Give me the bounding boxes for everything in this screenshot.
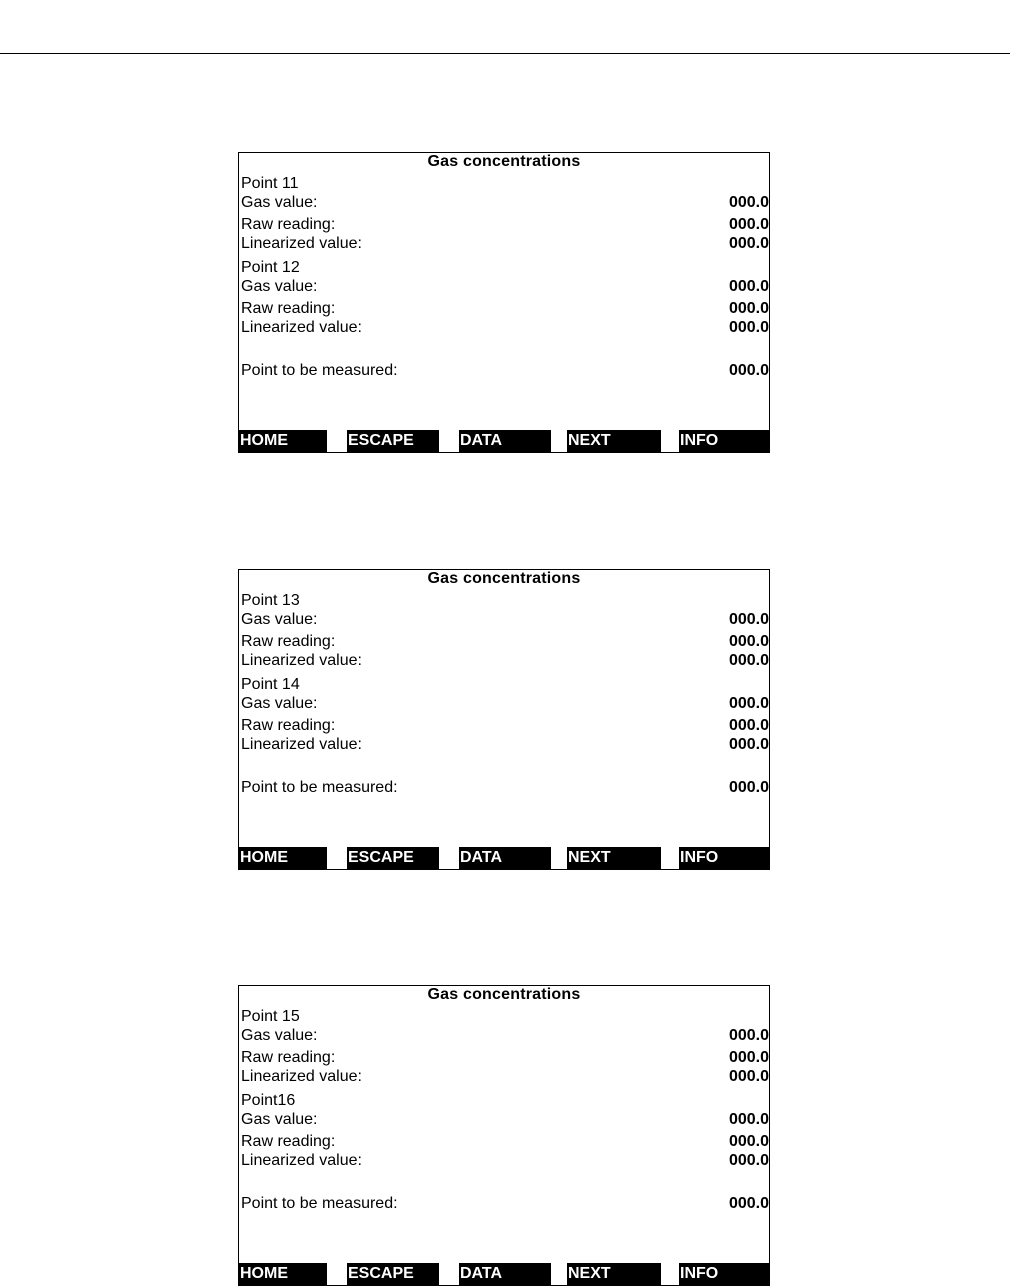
gas-value-label: Gas value: <box>241 1111 318 1128</box>
gas-value: 000.0 <box>728 278 769 295</box>
point-to-be-measured-label: Point to be measured: <box>241 779 398 796</box>
raw-reading-label: Raw reading: <box>241 717 336 734</box>
point-to-be-measured-value: 000.0 <box>728 362 769 379</box>
screen-title: Gas concentrations <box>427 570 581 587</box>
home-softkey[interactable]: HOME <box>239 430 327 452</box>
point-a-gas-row <box>241 1026 769 1046</box>
point-to-be-measured-value: 000.0 <box>728 779 769 796</box>
point-b-gas-row <box>241 694 769 714</box>
point-to-be-measured-row <box>241 361 769 381</box>
linearized-value: 000.0 <box>728 235 769 252</box>
point-b-lin-row <box>241 735 769 755</box>
linearized-value-label: Linearized value: <box>241 1152 362 1169</box>
softkey-bar <box>239 847 769 869</box>
data-softkey[interactable]: DATA <box>459 847 551 869</box>
point-to-be-measured-row <box>241 1194 769 1214</box>
point-b-label: Point 14 <box>241 676 300 693</box>
gas-value: 000.0 <box>728 695 769 712</box>
gas-concentrations-screen-3 <box>238 985 770 1286</box>
linearized-value-label: Linearized value: <box>241 319 362 336</box>
linearized-value-label: Linearized value: <box>241 1068 362 1085</box>
raw-reading-value: 000.0 <box>728 1049 769 1066</box>
point-to-be-measured-row <box>241 778 769 798</box>
raw-reading-value: 000.0 <box>728 1133 769 1150</box>
point-b-label-row <box>241 258 769 278</box>
point-b-gas-row <box>241 277 769 297</box>
linearized-value: 000.0 <box>728 319 769 336</box>
point-b-raw-row <box>241 716 769 736</box>
gas-value-label: Gas value: <box>241 278 318 295</box>
info-softkey[interactable]: INFO <box>679 847 769 869</box>
gas-value-label: Gas value: <box>241 695 318 712</box>
gas-concentrations-screen-1 <box>238 152 770 453</box>
point-to-be-measured-label: Point to be measured: <box>241 362 398 379</box>
point-b-label: Point16 <box>241 1092 296 1109</box>
point-a-raw-row <box>241 215 769 235</box>
linearized-value: 000.0 <box>728 652 769 669</box>
linearized-value-label: Linearized value: <box>241 652 362 669</box>
raw-reading-value: 000.0 <box>728 717 769 734</box>
point-a-gas-row <box>241 193 769 213</box>
screen-title: Gas concentrations <box>427 986 581 1003</box>
point-b-lin-row <box>241 1151 769 1171</box>
gas-value-label: Gas value: <box>241 611 318 628</box>
point-b-gas-row <box>241 1110 769 1130</box>
point-a-label-row <box>241 591 769 611</box>
raw-reading-value: 000.0 <box>728 633 769 650</box>
point-a-label-row <box>241 1007 769 1027</box>
point-b-raw-row <box>241 1132 769 1152</box>
next-softkey[interactable]: NEXT <box>567 430 661 452</box>
screen-title: Gas concentrations <box>427 153 581 170</box>
data-softkey[interactable]: DATA <box>459 430 551 452</box>
home-softkey[interactable]: HOME <box>239 847 327 869</box>
point-a-gas-row <box>241 610 769 630</box>
point-a-label: Point 13 <box>241 592 300 609</box>
escape-softkey[interactable]: ESCAPE <box>347 1263 439 1285</box>
gas-value: 000.0 <box>728 1027 769 1044</box>
raw-reading-label: Raw reading: <box>241 300 336 317</box>
linearized-value-label: Linearized value: <box>241 736 362 753</box>
raw-reading-value: 000.0 <box>728 216 769 233</box>
raw-reading-label: Raw reading: <box>241 1133 336 1150</box>
page-top-rule <box>0 53 1010 54</box>
point-a-lin-row <box>241 1067 769 1087</box>
raw-reading-value: 000.0 <box>728 300 769 317</box>
softkey-bar <box>239 430 769 452</box>
linearized-value: 000.0 <box>728 1152 769 1169</box>
point-a-label-row <box>241 174 769 194</box>
gas-value: 000.0 <box>728 1111 769 1128</box>
gas-concentrations-screen-2 <box>238 569 770 870</box>
next-softkey[interactable]: NEXT <box>567 847 661 869</box>
next-softkey[interactable]: NEXT <box>567 1263 661 1285</box>
point-a-label: Point 11 <box>241 175 299 192</box>
point-a-lin-row <box>241 651 769 671</box>
point-a-label: Point 15 <box>241 1008 300 1025</box>
escape-softkey[interactable]: ESCAPE <box>347 430 439 452</box>
point-to-be-measured-value: 000.0 <box>728 1195 769 1212</box>
data-softkey[interactable]: DATA <box>459 1263 551 1285</box>
home-softkey[interactable]: HOME <box>239 1263 327 1285</box>
gas-value-label: Gas value: <box>241 194 318 211</box>
linearized-value-label: Linearized value: <box>241 235 362 252</box>
point-a-raw-row <box>241 1048 769 1068</box>
point-b-label: Point 12 <box>241 259 300 276</box>
linearized-value: 000.0 <box>728 1068 769 1085</box>
point-b-lin-row <box>241 318 769 338</box>
raw-reading-label: Raw reading: <box>241 633 336 650</box>
point-to-be-measured-label: Point to be measured: <box>241 1195 398 1212</box>
point-b-label-row <box>241 675 769 695</box>
info-softkey[interactable]: INFO <box>679 1263 769 1285</box>
info-softkey[interactable]: INFO <box>679 430 769 452</box>
gas-value: 000.0 <box>728 194 769 211</box>
raw-reading-label: Raw reading: <box>241 216 336 233</box>
gas-value-label: Gas value: <box>241 1027 318 1044</box>
escape-softkey[interactable]: ESCAPE <box>347 847 439 869</box>
raw-reading-label: Raw reading: <box>241 1049 336 1066</box>
softkey-bar <box>239 1263 769 1285</box>
linearized-value: 000.0 <box>728 736 769 753</box>
point-a-raw-row <box>241 632 769 652</box>
point-b-raw-row <box>241 299 769 319</box>
point-b-label-row <box>241 1091 769 1111</box>
point-a-lin-row <box>241 234 769 254</box>
gas-value: 000.0 <box>728 611 769 628</box>
